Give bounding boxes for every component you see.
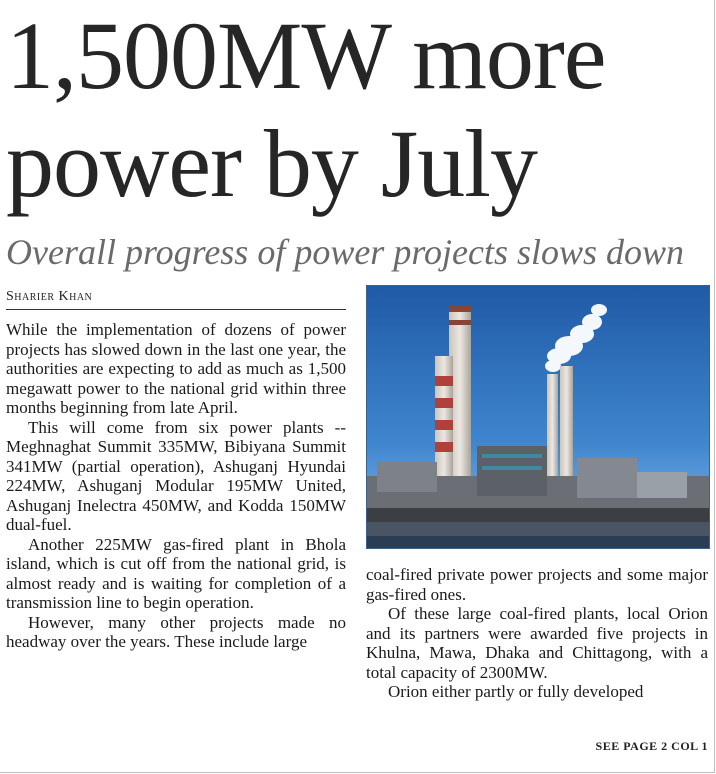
article-column-right <box>366 565 708 702</box>
paragraph: Of these large coal-fired plants, local Orion and its partners were awarded five projects in Khulna, Mawa, Dhaka and Chittagong, with a total capacity of 2300MW. <box>366 604 708 682</box>
power-plant-photo <box>366 285 710 549</box>
headline: 1,500MW more power by July <box>6 2 606 217</box>
paragraph: This will come from six power plants -- Meghnaghat Summit 335MW, Bibiyana Summit 341MW (partial operation), Ashuganj Hyundai 224MW, Ashuganj Modular 195MW United, Ashuganj Inelectra 450MW, and Kodda 150MW dual-fuel. <box>6 417 346 534</box>
paragraph: However, many other projects made no headway over the years. These include large <box>6 612 346 651</box>
byline: Sharier Khan <box>6 289 346 310</box>
power-plant-illustration <box>367 286 709 548</box>
paragraph: While the implementation of dozens of power projects has slowed down in the last one year, the authorities are expecting to add as much as 1,500 megawatt power to the national grid within three months beginning from late April. <box>6 320 346 417</box>
deck-subheadline: Overall progress of power projects slows down <box>6 232 685 272</box>
paragraph: coal-fired private power projects and some major gas-fired ones. <box>366 565 708 604</box>
continued-on-page-link[interactable]: SEE PAGE 2 COL 1 <box>595 739 708 753</box>
paragraph: Orion either partly or fully developed <box>388 682 644 701</box>
paragraph: Another 225MW gas-fired plant in Bhola island, which is cut off from the national grid, is almost ready and is waiting for completion of a transmission line to begin operation. <box>6 534 346 612</box>
article-column-left <box>6 320 346 652</box>
